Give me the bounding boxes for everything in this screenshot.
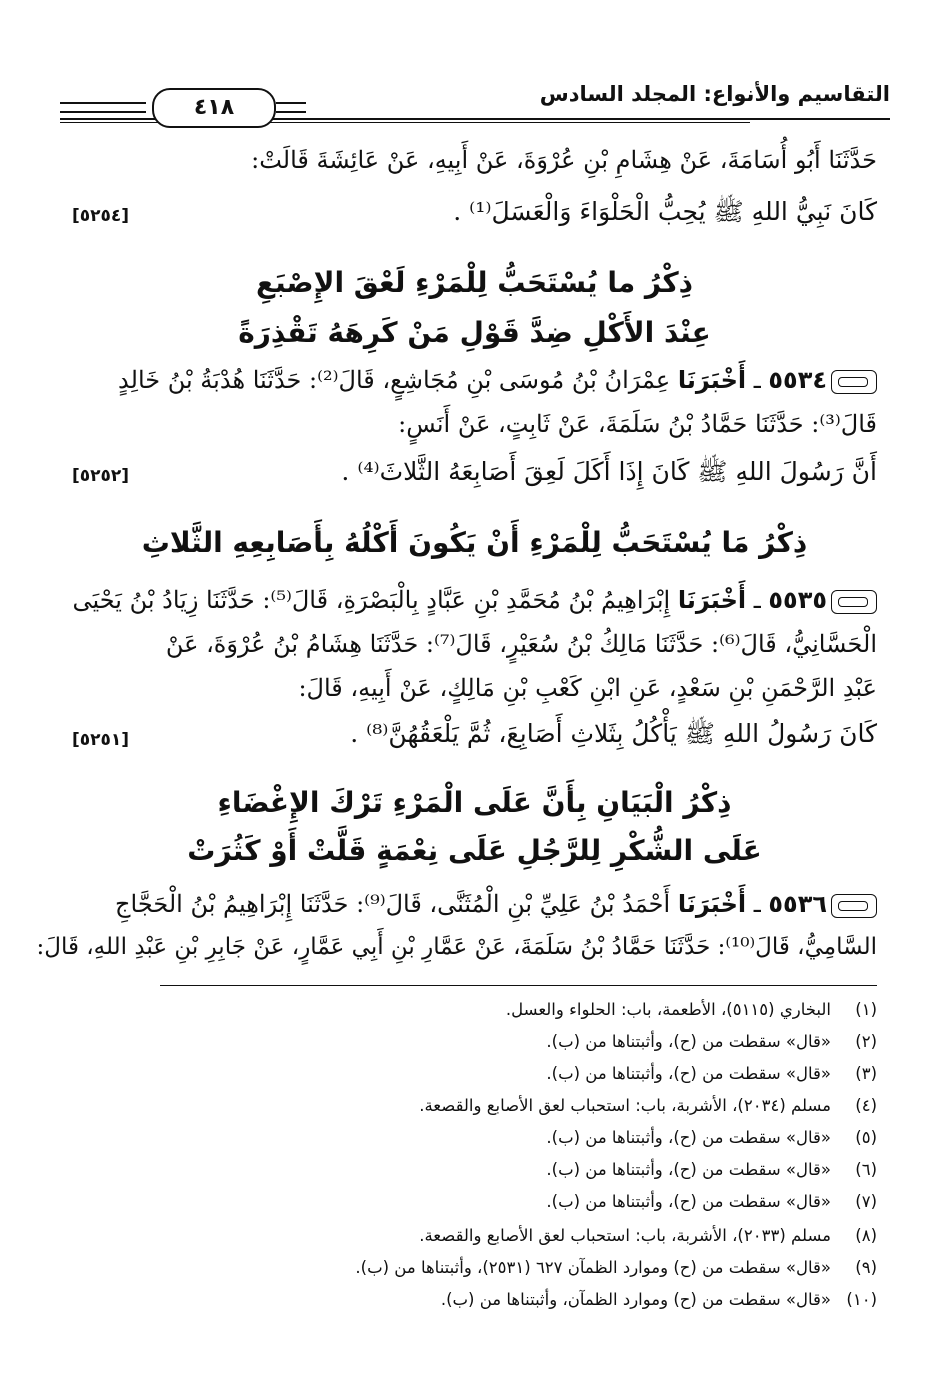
footnote: (٨)مسلم (٢٠٣٣)، الأشربة، باب: استحباب لعق الأصابع والقصعة. <box>419 1226 877 1245</box>
hadith-isnad-start: ٥٥٣٥ ـ أَخْبَرَنَا إِبْرَاهِيمُ بْنُ مُحَمَّدِ بْنِ عَبَّادٍ بِالْبَصْرَةِ، قَالَ⁽⁵⁾: حَدَّثَنَا زِيَادُ بْنُ يَحْيَى <box>60 586 877 614</box>
isnad-keyword: أَخْبَرَنَا <box>677 586 747 614</box>
footnote: (٦)«قال» سقطت من (ح)، وأثبتناها من (ب). <box>546 1160 877 1179</box>
cross-reference: [٥٢٥٤] <box>72 206 130 226</box>
section-heading: ذِكْرُ ما يُسْتَحَبُّ لِلْمَرْءِ لَعْقَ الإِصْبَعِ <box>256 266 693 299</box>
text-line: حَدَّثَنَا أَبُو أُسَامَةَ، عَنْ هِشَامِ بْنِ عُرْوَةَ، عَنْ أَبِيهِ، عَنْ عَائِشَةَ قَالَتْ: <box>251 146 877 174</box>
section-heading: عَلَى الشُّكْرِ لِلرَّجُلِ عَلَى نِعْمَةٍ قَلَّتْ أَوْ كَثُرَتْ <box>187 834 762 867</box>
hadith-matn: أَنَّ رَسُولَ اللهِ ﷺ كَانَ إِذَا أَكَلَ لَعِقَ أَصَابِعَهُ الثَّلاثَ⁽⁴⁾ . <box>341 457 877 486</box>
hadith-matn: كَانَ نَبِيُّ اللهِ ﷺ يُحِبُّ الْحَلْوَاءَ وَالْعَسَلَ⁽¹⁾ . <box>453 197 877 226</box>
hadith-marker-icon <box>831 894 877 918</box>
hadith-marker-icon <box>831 590 877 614</box>
hadith-number: ٥٥٣٦ <box>768 890 827 918</box>
text-line: عَبْدِ الرَّحْمَنِ بْنِ سَعْدٍ، عَنِ ابْنِ كَعْبِ بْنِ مَالِكٍ، عَنْ أَبِيهِ، قَالَ: <box>298 674 877 702</box>
header-double-rule-left <box>60 102 146 113</box>
section-heading: ذِكْرُ مَا يُسْتَحَبُّ لِلْمَرْءِ أَنْ يَكُونَ أَكْلُهُ بِأَصَابِعِهِ الثَّلاثِ <box>141 526 808 559</box>
text-line: السَّامِيُّ، قَالَ⁽¹⁰⁾: حَدَّثَنَا حَمَّادُ بْنُ سَلَمَةَ، عَنْ عَمَّارِ بْنِ أَبِي عَمَّارٍ، عَنْ جَابِرِ بْنِ عَبْدِ اللهِ، قَالَ: <box>36 934 877 960</box>
section-heading: ذِكْرُ الْبَيَانِ بِأَنَّ عَلَى الْمَرْءِ تَرْكَ الإِغْضَاءِ <box>217 786 732 819</box>
hadith-isnad-start: ٥٥٣٦ ـ أَخْبَرَنَا أَحْمَدُ بْنُ عَلِيِّ بْنِ الْمُثَنَّى، قَالَ⁽⁹⁾: حَدَّثَنَا إِبْرَاهِيمُ بْنُ الْحَجَّاجِ <box>60 890 877 918</box>
footnote: (١)البخاري (٥١١٥)، الأطعمة، باب: الحلواء والعسل. <box>505 1000 877 1019</box>
footnote: (٧)«قال» سقطت من (ح)، وأثبتناها من (ب). <box>546 1192 877 1211</box>
footnote: (٢)«قال» سقطت من (ح)، وأثبتناها من (ب). <box>546 1032 877 1051</box>
page-number: ٤١٨ <box>152 88 276 128</box>
section-heading: عِنْدَ الأَكْلِ ضِدَّ قَوْلِ مَنْ كَرِهَهُ تَقْذِرَةً <box>238 316 711 349</box>
footnote: (٣)«قال» سقطت من (ح)، وأثبتناها من (ب). <box>546 1064 877 1083</box>
footnote: (١٠)«قال» سقطت من (ح) وموارد الظمآن، وأثبتناها من (ب). <box>440 1290 877 1309</box>
hadith-number: ٥٥٣٤ <box>768 366 827 394</box>
footnote: (٩)«قال» سقطت من (ح) وموارد الظمآن ٦٢٧ (٢٥٣١)، وأثبتناها من (ب). <box>355 1258 877 1277</box>
footnote: (٥)«قال» سقطت من (ح)، وأثبتناها من (ب). <box>546 1128 877 1147</box>
cross-reference: [٥٢٥٢] <box>72 466 130 486</box>
hadith-matn: كَانَ رَسُولُ اللهِ ﷺ يَأْكُلُ بِثَلاثِ أَصَابِعَ، ثُمَّ يَلْعَقُهُنَّ⁽⁸⁾ . <box>350 719 877 748</box>
isnad-keyword: أَخْبَرَنَا <box>677 366 747 394</box>
hadith-marker-icon <box>831 370 877 394</box>
text-line: إِبْرَاهِيمُ بْنُ مُحَمَّدِ بْنِ عَبَّادٍ بِالْبَصْرَةِ، قَالَ⁽⁵⁾: حَدَّثَنَا زِيَادُ بْنُ يَحْيَى <box>72 586 671 614</box>
text-line: عِمْرَانُ بْنُ مُوسَى بْنِ مُجَاشِعٍ، قَالَ⁽²⁾: حَدَّثَنَا هُدْبَةُ بْنُ خَالِدٍ <box>118 366 671 394</box>
text-line: الْحَسَّانِيُّ، قَالَ⁽⁶⁾: حَدَّثَنَا مَالِكُ بْنُ سُعَيْرٍ، قَالَ⁽⁷⁾: حَدَّثَنَا هِشَامُ بْنُ عُرْوَةَ، عَنْ <box>165 630 877 658</box>
header-double-rule-right <box>276 102 306 113</box>
isnad-keyword: أَخْبَرَنَا <box>677 890 747 918</box>
footnote: (٤)مسلم (٢٠٣٤)، الأشربة، باب: استحباب لعق الأصابع والقصعة. <box>419 1096 877 1115</box>
text-line: أَحْمَدُ بْنُ عَلِيِّ بْنِ الْمُثَنَّى، قَالَ⁽⁹⁾: حَدَّثَنَا إِبْرَاهِيمُ بْنُ الْحَجَّاجِ <box>115 890 671 918</box>
hadith-isnad-start: ٥٥٣٤ ـ أَخْبَرَنَا عِمْرَانُ بْنُ مُوسَى بْنِ مُجَاشِعٍ، قَالَ⁽²⁾: حَدَّثَنَا هُدْبَةُ بْنُ خَالِدٍ <box>60 366 877 394</box>
running-title: التقاسيم والأنواع: المجلد السادس <box>539 82 890 106</box>
hadith-number: ٥٥٣٥ <box>768 586 827 614</box>
page-header <box>60 72 890 128</box>
cross-reference: [٥٢٥١] <box>72 730 130 750</box>
text-line: قَالَ⁽³⁾: حَدَّثَنَا حَمَّادُ بْنُ سَلَمَةَ، عَنْ ثَابِتٍ، عَنْ أَنَسٍ: <box>398 410 877 438</box>
footnote-separator <box>160 985 877 986</box>
